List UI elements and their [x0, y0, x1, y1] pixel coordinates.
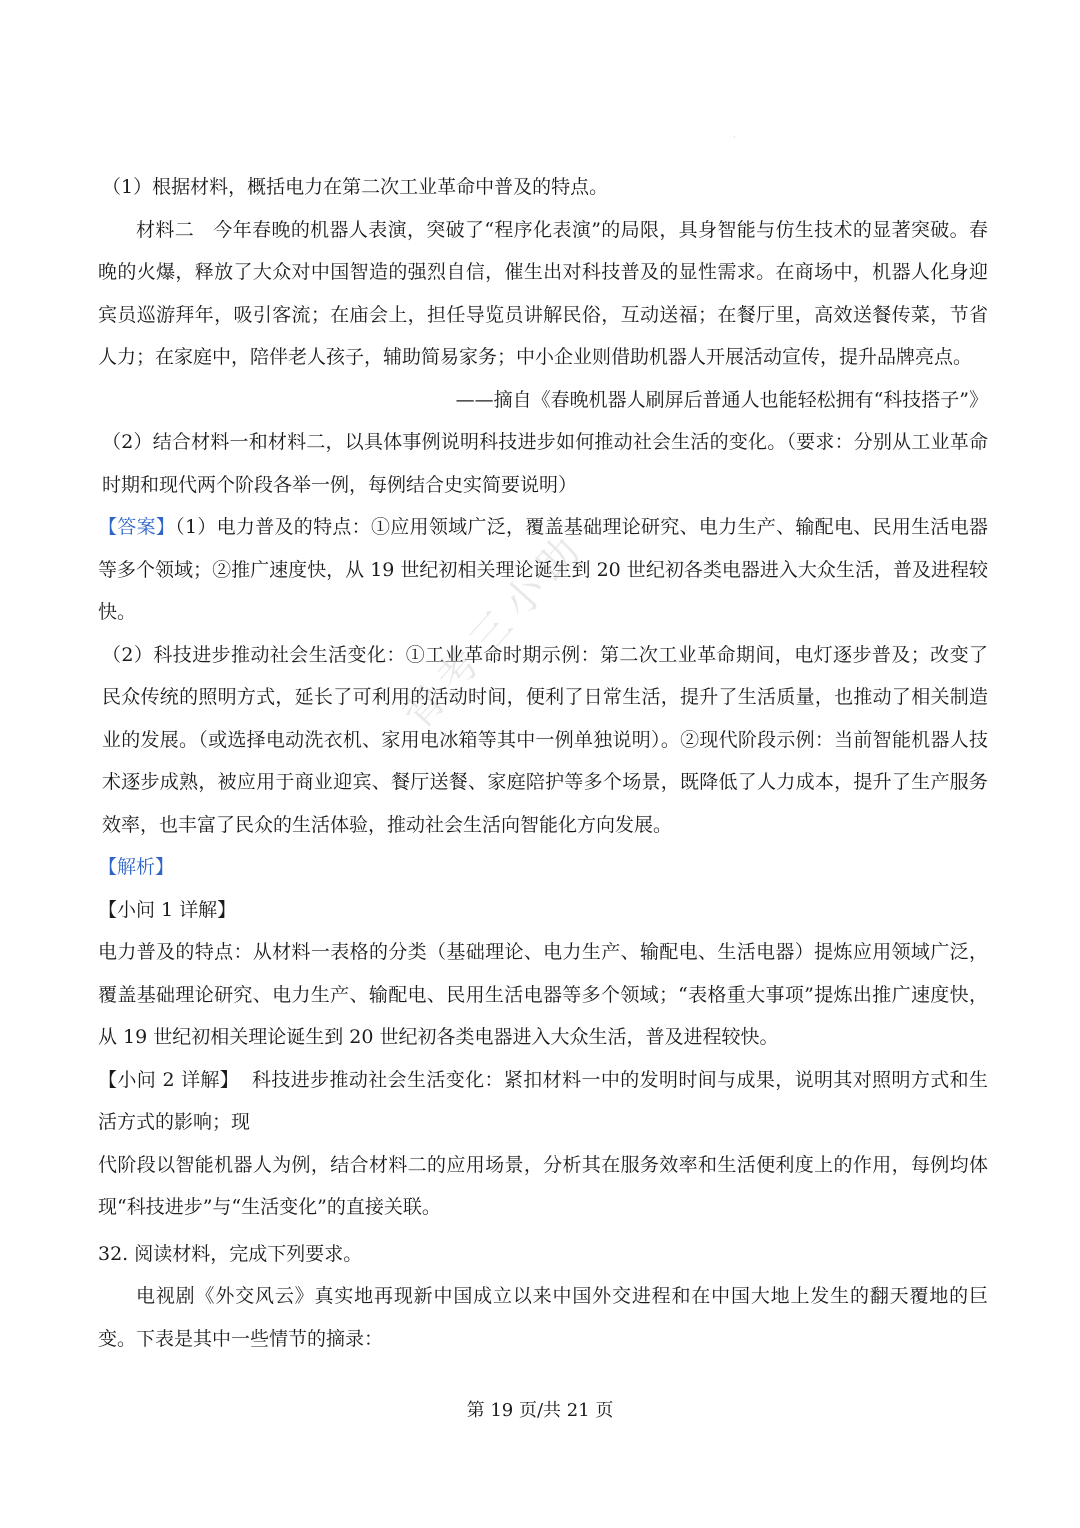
sub-question-1-heading: 【小问 1 详解】	[98, 898, 237, 921]
question-32-intro: 电视剧《外交风云》真实地再现新中国成立以来中国外交进程和在中国大地上发生的翻天覆地的巨变。下表是其中一些情节的摘录：	[98, 1285, 988, 1350]
sub-question-1-text: 电力普及的特点：从材料一表格的分类（基础理论、电力生产、输配电、生活电器）提炼应用领域广泛，覆盖基础理论研究、电力生产、输配电、民用生活电器等多个领域；“表格重大事项”提炼出推广速度快，从 19 世纪初相关理论诞生到 20 世纪初各类电器进入大众生活，普及进程较快。	[98, 941, 988, 1048]
analysis-heading	[98, 846, 988, 889]
answer-tag: 【答案】	[98, 516, 176, 538]
scan-speck: ·	[733, 133, 736, 142]
document-body	[98, 166, 988, 1360]
answer-part-1	[98, 506, 988, 634]
question-32-title: 32. 阅读材料，完成下列要求。	[98, 1242, 363, 1265]
material-2-source: ——摘自《春晚机器人刷屏后普通人也能轻松拥有“科技搭子”》	[455, 388, 988, 411]
answer-part-1-text: （1）电力普及的特点：①应用领域广泛，覆盖基础理论研究、电力生产、输配电、民用生活电器等多个领域；②推广速度快，从 19 世纪初相关理论诞生到 20 世纪初各类电器进入大众生活，普及进程较快。	[98, 516, 988, 623]
question-2: （2）结合材料一和材料二，以具体事例说明科技进步如何推动社会生活的变化。（要求：分别从工业革命时期和现代两个阶段各举一例，每例结合史实简要说明）	[102, 431, 988, 496]
analysis-tag: 【解析】	[98, 856, 175, 878]
sub-question-2-tag: 【小问 2 详解】	[98, 1068, 240, 1091]
sub-question-2-text-b: 代阶段以智能机器人为例，结合材料二的应用场景，分析其在服务效率和生活便利度上的作用，每例均体现“科技进步”与“生活变化”的直接关联。	[98, 1153, 988, 1218]
material-2-paragraph: 材料二 今年春晚的机器人表演，突破了“程序化表演”的局限，具身智能与仿生技术的显著突破。春晚的火爆，释放了大众对中国智造的强烈自信，催生出对科技普及的显性需求。在商场中，机器人化身迎宾员巡游拜年，吸引客流；在庙会上，担任导览员讲解民俗，互动送福；在餐厅里，高效送餐传菜，节省人力；在家庭中，陪伴老人孩子，辅助简易家务；中小企业则借助机器人开展活动宣传，提升品牌亮点。	[98, 218, 988, 368]
sub-question-2-text-a: 科技进步推动社会生活变化：紧扣材料一中的发明时间与成果，说明其对照明方式和生活方式的影响；现	[98, 1068, 988, 1133]
sub-question-2	[98, 1059, 988, 1144]
answer-part-2: （2）科技进步推动社会生活变化：①工业革命时期示例：第二次工业革命期间，电灯逐步普及；改变了民众传统的照明方式，延长了可利用的活动时间，便利了日常生活，提升了生活质量，也推动了相关制造业的发展。（或选择电动洗衣机、家用电冰箱等其中一例单独说明）。②现代阶段示例：当前智能机器人技术逐步成熟，被应用于商业迎宾、餐厅送餐、家庭陪护等多个场景，既降低了人力成本，提升了生产服务效率，也丰富了民众的生活体验，推动社会生活向智能化方向发展。	[102, 643, 988, 836]
watermark: 背考三小助	[394, 521, 596, 739]
page-footer: 第 19 页/共 21 页	[466, 1400, 614, 1421]
question-1: （1）根据材料，概括电力在第二次工业革命中普及的特点。	[102, 176, 609, 198]
